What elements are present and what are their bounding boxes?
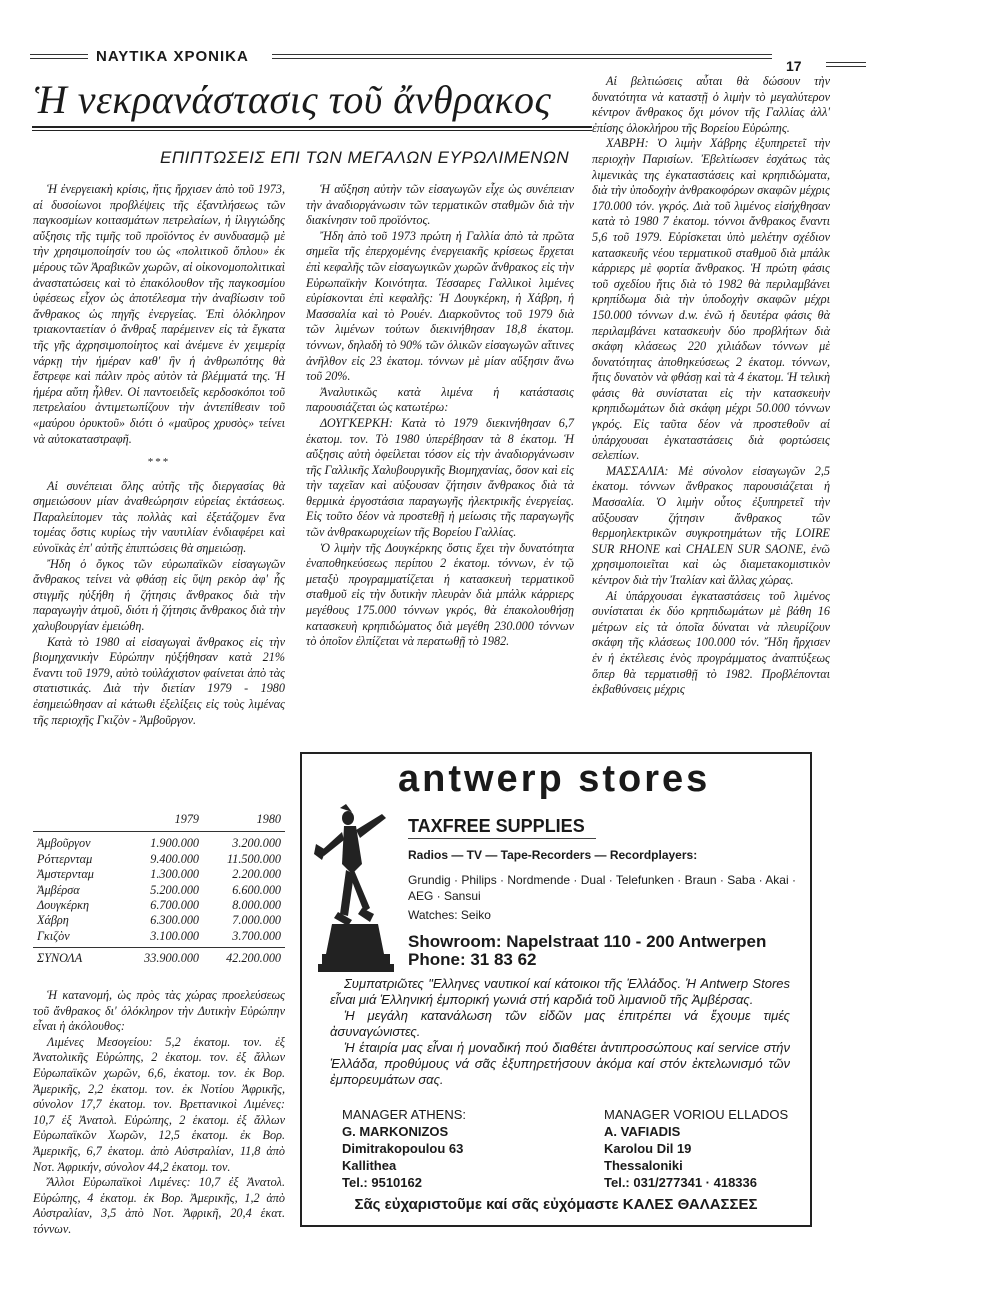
col1b-paragraph: Ἡ κατανομή, ὡς πρὸς τὰς χώρας προελεύσεως τοῦ ἄνθρακος δι' ὁλόκληρον τὴν Δυτικὴν Εὐρώπην εἶναι ἡ ἀκόλουθος: [33,988,285,1034]
antwerp-stores-ad [300,752,812,1227]
col1-paragraph: Κατὰ τὸ 1980 αἱ εἰσαγωγαὶ ἄνθρακος εἰς τὴν βιομηχανικὴν Εὐρώπην ηὐξήθησαν κατὰ 21% ἔναντι τοῦ 1979, αὐτὸ τοὐλάχιστον φαίνεται ἀπὸ τὰς στατιστικάς. Διὰ τὴν διετίαν 1979 - 1980 ἐσημειώθησαν αἱ κάτωθι ἐξελίξεις εἰς τοὺς λιμένας τῆς περιοχῆς Γκιζὸν - Ἀμβοῦργον. [33,634,285,727]
manager-athens-city: Kallithea [342,1158,397,1173]
total-1979: 33.900.000 [144,951,199,966]
col3-paragraph: ΜΑΣΣΑΛΙΑ: Μὲ σύνολον εἰσαγωγῶν 2,5 ἑκατομ. τόννων ἄνθρακος παρουσιάζεται ἡ Μασσαλία. Ὁ λιμὴν οὗτος ἐξυπηρετεῖ τὴν αὔξουσαν ζήτησιν ἄνθρακος τῶν θερμοηλεκτρικῶν συγκροτημάτων τῆς LOIRE SUR RHONE καὶ CHALEN SUR SAONE, ἐνῶ χρησιμοποιεῖται καὶ ὡς διαμετακομιστικὸν κέντρον διὰ τὴν Ἰταλίαν καὶ ἄλλας χώρας. [592,463,830,587]
ad-showroom: Showroom: Napelstraat 110 - 200 Antwerpen [408,932,767,951]
ad-brand: antwerp stores [398,758,711,800]
col2-paragraph: ΔΟΥΓΚΕΡΚΗ: Κατὰ τὸ 1979 διεκινήθησαν 6,7 ἑκατομ. τον. Τὸ 1980 ὑπερέβησαν τὰ 8 ἑκατομ. Ἡ αὔξησις αὐτὴ ὀφείλεται τόσον εἰς τὴν ἀναδιοργάνωσιν τῆς Γαλλικῆς Χαλυβουργικῆς Βιομηχανίας, ὅσον καὶ εἰς τὴν ταχεῖαν καὶ αὐξουσαν ζήτησιν ἄνθρακος διὰ τὰ θερμικὰ ἐργοστάσια παραγωγῆς ἠλεκτρικῆς ἐνεργείας. Εἰς τοῦτο δέον νὰ προστεθῇ ἡ μείωσις τῆς παραγωγῆς τῶν ἀνθρακωρυχείων τῆς Βορείου Γαλλίας. [306,415,574,540]
coal-imports-table [33,812,285,967]
column-1 [33,182,285,728]
table-row [33,852,285,867]
col3-paragraph: Αἱ βελτιώσεις αὗται θὰ δώσουν τὴν δυνατότητα νὰ καταστῇ ὁ λιμὴν τὸ μεγαλύτερον κέντρον ἄνθρακος ὄχι μόνον τῆς Γαλλίας ἀλλ' ἐπίσης ὁλοκλήρου τῆς Βορείου Εὐρώπης. [592,74,830,135]
col1-paragraph: Αἱ συνέπειαι ὅλης αὐτῆς τῆς διεργασίας θὰ σημειώσουν μίαν ἀναθεώρησιν εὐρείας ἐκτάσεως. Παραλείπομεν τὰς πολλὰς καὶ ἐξετάζομεν ἕνα τομέας ὅστις κυρίως τὴν ναυτιλίαν ἐνδιαφέρει καὶ εὐνοϊκὰς ἐπ' αὐτῆς ἐπιπτώσεις θὰ σημειώσῃ. [33,478,285,556]
ad-products: Radios — TV — Tape-Recorders — Recordplayers: [408,848,698,862]
ad-body-text [330,976,790,1088]
manager-voriou-name: A. VAFIADIS [604,1124,681,1139]
col2-paragraph: Ἡ αὔξηση αὐτὴν τῶν εἰσαγωγῶν εἶχε ὡς συνέπειαν τὴν ἀναδιοργάνωσιν τῶν τερματικῶν σταθμῶν διὰ τὴν διακίνησιν τοῦ προϊόντος. [306,182,574,228]
col1-paragraph: Ἤδη ὁ ὄγκος τῶν εὐρωπαϊκῶν εἰσαγωγῶν ἄνθρακος τείνει νὰ φθάσῃ εἰς ὕψη ρεκὸρ ἀφ' ἧς στιγμῆς ηὐξήθη ἡ ζήτησις ἄνθρακος διὰ τὴν παραγωγὴν ἀτμοῦ, διότι ἡ ζήτησις ἄνθρακος διὰ τὴν χαλυβουργίαν ἐμειώθη. [33,556,285,634]
col1-paragraph: Ἡ ἐνεργειακὴ κρίσις, ἥτις ἤρχισεν ἀπὸ τοῦ 1973, αἱ δυσοίωνοι προβλέψεις τῆς ἐξαντλήσεως τῶν παγκοσμίων κοιτασμάτων πετρελαίων, ἡ ἰλιγγιώδης αὔξησις τῆς τιμῆς τοῦ προϊόντος ἐν συνδυασμῷ μὲ τὴν χρησιμοποίησίν του ὡς «πολιτικοῦ ὅπλου» ἐκ μέρους τῶν Ἀραβικῶν χωρῶν, αἱ οἰκονομοπολιτικαὶ ἀναστατώσεις καὶ τὸ ἐπακόλουθον τῆς παγκοσμίου ὑφέσεως εἶχον ὡς ἀποτέλεσμα τὴν ἀναβίωσιν τοῦ ἄνθρακος ὡς πηγῆς ἐνεργείας. Ἐπὶ ὁλόκληρον τριακονταετίαν ὁ ἄνθραξ παρέμεινεν εἰς τὰ ἔγκατα τῆς γῆς ἀχρησιμοποίητος καὶ ἀνέμενε ἐν χειμερίᾳ νάρκῃ τὴν ἡμέραν καθ' ἣν ἡ ἀνθρωπότης θὰ ἔστρεφε καὶ πάλιν πρὸς αὐτὸν τὰ βλέμματά της. Ἡ ἡμέρα αὕτη ἦλθεν. Οἱ παντοειδεῖς κερδοσκόποι τοῦ πετρελαίου ἀντιμετωπίζουν τὴν ἀντεπίθεσιν τοῦ «μαύρου ὀρυκτοῦ» διότι ὁ «μαῦρος χρυσὸς» τείνει νὰ αὐτοκαταστραφῆ. [33,182,285,446]
ad-paragraph: Ἡ μεγάλη κατανάλωση τῶν εἰδῶν μας ἐπιτρέπει νά ἔχουμε τιμές ἀσυναγώνιστες. [330,1008,790,1039]
col2-paragraph: Ἀναλυτικῶς κατὰ λιμένα ἡ κατάστασις παρουσιάζεται ὡς κατωτέρω: [306,384,574,415]
page-number: 17 [786,58,802,74]
article-title: Ἡ νεκρανάστασις τοῦ ἄνθρακος [34,77,552,122]
ad-brands: Grundig · Philips · Nordmende · Dual · Telefunken · Braun · Saba · Akai · AEG · Sansui [408,873,796,903]
value-1980: 7.000.000 [232,913,281,928]
ad-paragraph: Συμπατριῶτες "Ελληνες ναυτικοί καί κάτοικοι τῆς Ἑλλάδος. Ἡ Antwerp Stores εἶναι μιά Ἑλληνική ἐμπορική γωνιά στή καρδιά τοῦ λιμανιοῦ τῆς Ἀμβέρσας. [330,976,790,1007]
table-total-row [33,951,285,966]
manager-voriou [604,1106,788,1191]
value-1980: 6.600.000 [232,882,281,897]
coal-table [33,812,285,967]
article-subtitle: ΕΠΙΠΤΩΣΕΙΣ ΕΠΙ ΤΩΝ ΜΕΓΑΛΩΝ ΕΥΡΩΛΙΜΕΝΩΝ [160,148,570,167]
manager-athens [342,1106,466,1191]
ad-phone: Phone: 31 83 62 [408,950,537,969]
manager-voriou-street: Karolou Dil 19 [604,1141,692,1156]
manager-voriou-tel: Tel.: 031/277341 · 418336 [604,1175,757,1190]
ad-paragraph: Ἡ ἑταιρία μας εἶναι ἡ μοναδική πού διαθέτει ἀντιπροσώπους καί service στήν Ἑλλάδα, προθύμους νά σᾶς ἐξυπηρετήσουν ἀκόμα καί στόν ἐκτελωνισμό τῶν ἐμπορευμάτων σας. [330,1040,790,1087]
total-label: ΣΥΝΟΛΑ [37,951,83,966]
ad-closing: Σᾶς εὐχαριστοῦμε καί σᾶς εὐχόμαστε ΚΑΛΕΣ ΘΑΛΑΣΣΕΣ [354,1196,758,1213]
col1b-paragraph: Λιμένες Μεσογείου: 5,2 ἑκατομ. τον. ἐξ Ἀνατολικῆς Εὐρώπης, 2 ἑκατομ. τον. ἐξ ἄλλων Εὐρωπαϊκῶν χωρῶν, 6,6, ἑκατομ. τον. ἐκ Βορ. Ἀμερικῆς, 2,2 ἑκατομ. τον. ἐκ Νοτίου Ἀφρικῆς, σύνολον 17,7 ἑκατομ. τον. Βρεττανικοὶ Λιμένες: 10,7 ἐξ Ἀνατολ. Εὐρώπης, 2 ἑκατομ. ἐξ ἄλλων Εὐρωπαϊκῶν Χωρῶν, 12,5 ἑκατομ. ἐκ Βορ. Ἀμερικῆς, 6,7 ἑκατομ. ἀπὸ Αὐστραλίαν, 11,8 ἀπὸ Νοτ. Ἀφρικήν, σύνολον 44,2 ἑκατομ. τον. [33,1034,285,1174]
tagline-underline [408,838,596,839]
value-1980: 11.500.000 [227,851,281,866]
table-row [33,883,285,898]
table-row [33,898,285,913]
table-row [33,867,285,882]
manager-athens-name: G. MARKONIZOS [342,1124,449,1139]
value-1979: 5.200.000 [150,882,199,897]
table-row [33,929,285,944]
port-name: Δουγκέρκη [37,898,90,913]
value-1979: 1.300.000 [150,867,199,882]
port-name: Χάβρη [37,913,69,928]
column-2 [306,182,574,650]
header-rule-mid [272,54,772,59]
port-name: Ἀμστερνταμ [37,867,94,882]
total-1980: 42.200.000 [226,951,281,966]
col1b-paragraph: Ἄλλοι Εὐρωπαϊκοὶ Λιμένες: 10,7 ἐξ Ἀνατολ. Εὐρώπης, 4 ἑκατομ. ἐκ Βορ. Ἀμερικῆς, 1,2 ἀπὸ Αὐστραλίαν, 3,5 ἀπὸ Νοτ. Ἀφρικῆ, 20,4 ἑκατ. τόννων. [33,1175,285,1236]
title-underline-2 [32,130,592,131]
table-row [33,913,285,928]
value-1979: 1.900.000 [150,836,199,851]
ad-watches: Watches: Seiko [408,908,491,922]
statue-icon [312,804,402,974]
column-1-continued [33,988,285,1238]
ad-tagline: TAXFREE SUPPLIES [408,816,585,836]
table-header-1980: 1980 [256,812,281,826]
value-1979: 9.400.000 [150,851,199,866]
value-1980: 8.000.000 [232,898,281,913]
value-1979: 6.300.000 [150,913,199,928]
column-3 [592,74,830,698]
header-rule-right [826,62,866,67]
section-stars: *** [147,456,171,469]
header-rule-left [30,54,88,59]
col3-paragraph: ΧΑΒΡΗ: Ὁ λιμὴν Χάβρης ἐξυπηρετεῖ τὴν περιοχὴν Παρισίων. Ἐβελτίωσεν ἐσχάτως τὰς λιμενικὰς της ἐγκαταστάσεις καὶ κρηπιδώματα, διὰ τὴν ὑποδοχὴν ἀνθρακοφόρων σκαφῶν μέχρις 170.000 τόν. γκρός. Διὰ τοῦ λιμένος εἰσήχθησαν κατὰ τὸ 1980 7 ἑκατομ. τόννοι ἄνθρακος ἔναντι 5,6 τοῦ 1979. Εὑρίσκεται ὑπὸ μελέτην σχέδιον κατασκευῆς νέου τερματικοῦ σταθμοῦ διὰ μπάλκ κάρριερς μὲ φορτία ἄνθρακος. Ἡ πρώτη φάσις τοῦ σχεδίου ἥτις διὰ τὸ 1982 θὰ περιλαμβάνει κρηπίδωμα διὰ τὴν ὑποδοχὴν σκαφῶν μέχρι 150.000 τόννων d.w. ἐνῶ ἡ δευτέρα φάσις θὰ περιλαμβάνει κατασκευὴν δύο προβλήτων διὰ σκάφη κλάσεως 220 χιλιάδων τόννων μὲ δυνατότητας ἀποθηκεύσεως 2 ἑκατομ. τόννων, ἥτις δυνατὸν νὰ φθάσῃ καὶ τὰ 4 ἑκατομ. Ἡ τελικὴ φάσις θὰ συνίσταται εἰς τὴν κατασκευὴν κρηπιδωμάτων διὰ σκάφη μέχρι 50.000 τόννων γκρός. Εἰς ταῦτα δέον νὰ προστεθοῦν αἱ ὑπάρχουσαι ἐγκαταστάσεις διὰ φορτώσεις σελεπίων. [592,136,830,463]
value-1980: 2.200.000 [232,867,281,882]
col2-paragraph: Ἤδη ἀπὸ τοῦ 1973 πρώτη ἡ Γαλλία ἀπὸ τὰ πρῶτα σημεῖα τῆς ἐπερχομένης ἐνεργειακῆς κρίσεως ἔρχεται ἐπὶ κεφαλῆς τῶν εἰσαγωγικῶν χωρῶν ἄνθρακος εἰς τὴν Εὐρωπαϊκὴν Κοινότητα. Τέσσαρες Γαλλικοὶ λιμένες εὑρίσκονται ἐπὶ κεφαλῆς: Ἡ Δουγκέρκη, ἡ Χάβρη, ἡ Μασσαλία καὶ τὸ Ρουέν. Διαρκοῦντος τοῦ 1979 διὰ τῶν λιμένων τούτων διεκινήθησαν 18,8 ἑκατομ. τόννων, δηλαδὴ τὸ 90% τῶν ὁλικῶν εἰσαγωγῶν αἵτινες ἀνῆλθον εἰς 23 ἑκατομ. τόννων μὲ μίαν αὔξησιν ἄνω τοῦ 20%. [306,228,574,384]
title-underline [32,126,592,128]
table-row [33,836,285,851]
table-header-1979: 1979 [174,812,199,826]
manager-voriou-label: MANAGER VORIOU ELLADOS [604,1107,789,1122]
manager-voriou-city: Thessaloniki [604,1158,683,1173]
col2-paragraph: Ὁ λιμὴν τῆς Δουγκέρκης ὅστις ἔχει τὴν δυνατότητα ἐναποθηκεύσεως περίπου 2 ἑκατομ. τόννων, ἐν τῷ μεταξὺ προγραμματίζεται ἡ κατασκευὴ τερματικοῦ σταθμοῦ εἰς τὴν δυτικὴν πλευρὰν διὰ μπάλκ κάρριερς μεγέθους 175.000 τόννων γκρός, θὰ ἐπακολουθήσῃ κατασκευὴ κρηπιδώματος διὰ μεγέθη 230.000 τόννων τὸ ὁποῖον ἐλπίζεται νὰ περατωθῇ τὸ 1982. [306,540,574,649]
magazine-name: ΝΑΥΤΙΚΑ ΧΡΟΝΙΚΑ [96,48,249,65]
value-1979: 6.700.000 [150,898,199,913]
port-name: Ἀμβοῦργον [37,836,91,851]
manager-athens-tel: Tel.: 9510162 [342,1175,422,1190]
port-name: Γκιζὸν [37,928,70,943]
value-1980: 3.200.000 [232,836,281,851]
port-name: Ἀμβέρσα [37,882,80,897]
value-1979: 3.100.000 [150,928,199,943]
port-name: Ρόττερνταμ [37,851,93,866]
col3-paragraph: Αἱ ὑπάρχουσαι ἐγκαταστάσεις τοῦ λιμένος συνίσταται ἐκ δύο κρηπιδωμάτων μὲ βάθη 16 μέτρων εἰς τὰ ὁποῖα δύναται νὰ πλευρίζουν σκάφη τῆς κλάσεως 100.000 τόν. Ἤδη ἤρχισεν ἐν ἡ ἐκτέλεσις ἑνὸς προγράμματος ἀναπτύξεως ὅπερ θὰ τερματισθῇ τὸ 1982. Προβλέπονται ἐκβαθύνσεις μέχρις [592,588,830,697]
value-1980: 3.700.000 [232,928,281,943]
manager-athens-street: Dimitrakopoulou 63 [342,1141,464,1156]
manager-athens-label: MANAGER ATHENS: [342,1107,467,1122]
